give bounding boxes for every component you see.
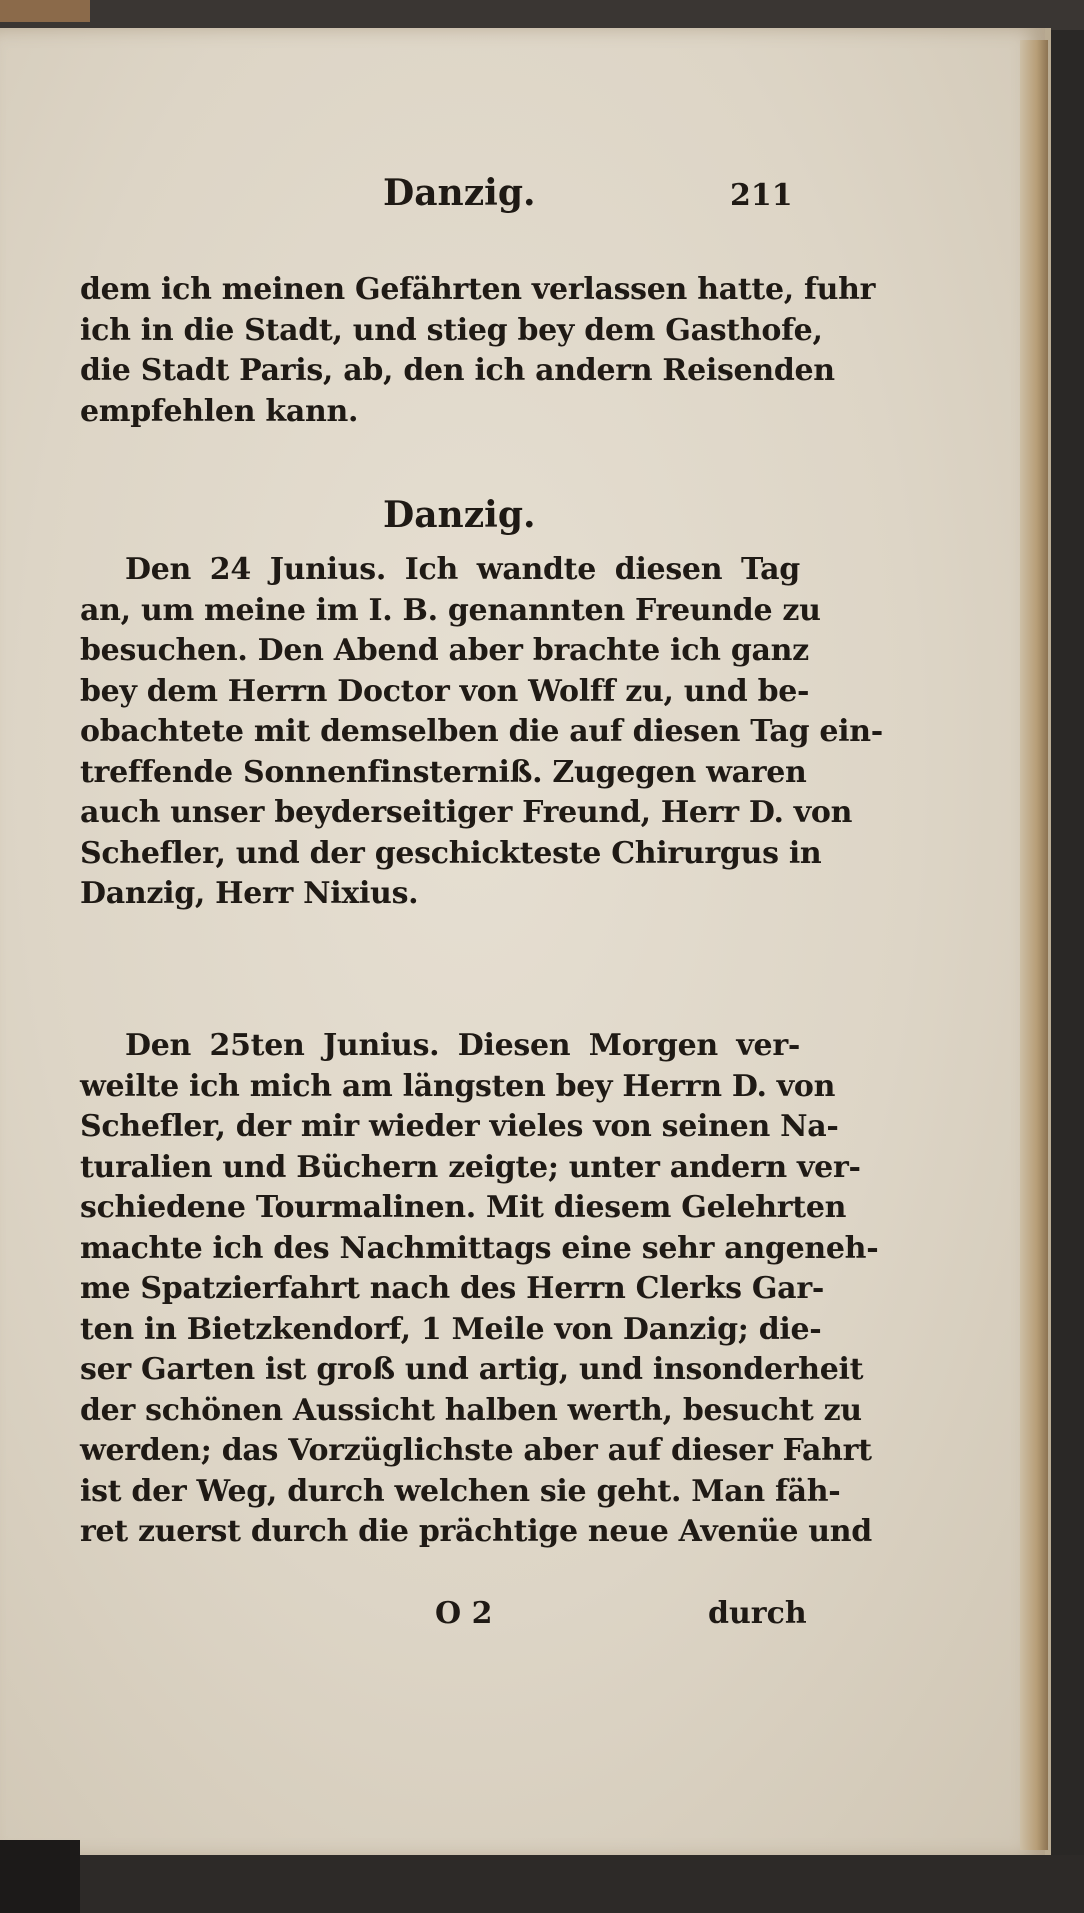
text-line: Schefler, und der geschickteste Chirurgus in <box>80 835 822 871</box>
text-line: werden; das Vorzüglichste aber auf dieser Fahrt <box>80 1433 872 1468</box>
text-line: schiedene Tourmalinen. Mit diesem Gelehrten <box>80 1190 847 1225</box>
section-heading: Danzig. <box>383 494 536 536</box>
scan-bottom-border <box>0 1855 1084 1913</box>
text-line: me Spatzierfahrt nach des Herrn Clerks Gar- <box>80 1271 824 1306</box>
text-line: Schefler, der mir wieder vieles von seinen Na- <box>80 1109 839 1144</box>
page-edge <box>1020 40 1048 1850</box>
scan-top-border <box>0 0 1084 30</box>
book-cover-edge <box>0 0 90 22</box>
text-line: treffende Sonnenfinsterniß. Zugegen waren <box>80 754 807 790</box>
text-line: an, um meine im I. B. genannten Freunde zu <box>80 592 821 628</box>
text-line: ret zuerst durch die prächtige neue Avenüe und <box>80 1514 872 1549</box>
page-number: 211 <box>730 178 793 213</box>
text-line: Den 24 Junius. Ich wandte diesen Tag <box>125 552 800 587</box>
running-head-title: Danzig. <box>383 172 536 214</box>
text-line: obachtete mit demselben die auf diesen Tag ein- <box>80 714 883 749</box>
text-line: weilte ich mich am längsten bey Herrn D. von <box>80 1068 836 1104</box>
signature-mark: O 2 <box>435 1596 493 1631</box>
text-line: ist der Weg, durch welchen sie geht. Man fäh- <box>80 1473 841 1509</box>
text-line: bey dem Herrn Doctor von Wolff zu, und be- <box>80 673 810 709</box>
text-line: auch unser beyderseitiger Freund, Herr D. von <box>80 795 853 830</box>
text-line: machte ich des Nachmittags eine sehr angeneh- <box>80 1230 879 1266</box>
text-line: Danzig, Herr Nixius. <box>80 876 419 911</box>
text-line: der schönen Aussicht halben werth, besucht zu <box>80 1392 862 1428</box>
text-line: empfehlen kann. <box>80 393 359 429</box>
text-line: Den 25ten Junius. Diesen Morgen ver- <box>125 1028 800 1063</box>
text-line: die Stadt Paris, ab, den ich andern Reisenden <box>80 353 835 388</box>
text-line: besuchen. Den Abend aber brachte ich ganz <box>80 633 809 668</box>
text-line: ich in die Stadt, und stieg bey dem Gasthofe, <box>80 312 823 348</box>
text-line: ten in Bietzkendorf, 1 Meile von Danzig; die- <box>80 1311 822 1347</box>
text-line: ser Garten ist groß und artig, und insonderheit <box>80 1352 864 1387</box>
text-line: turalien und Büchern zeigte; unter andern ver- <box>80 1149 861 1185</box>
text-line: dem ich meinen Gefährten verlassen hatte, fuhr <box>80 272 876 307</box>
catchword: durch <box>708 1596 807 1631</box>
scan-corner-shadow <box>0 1840 80 1913</box>
